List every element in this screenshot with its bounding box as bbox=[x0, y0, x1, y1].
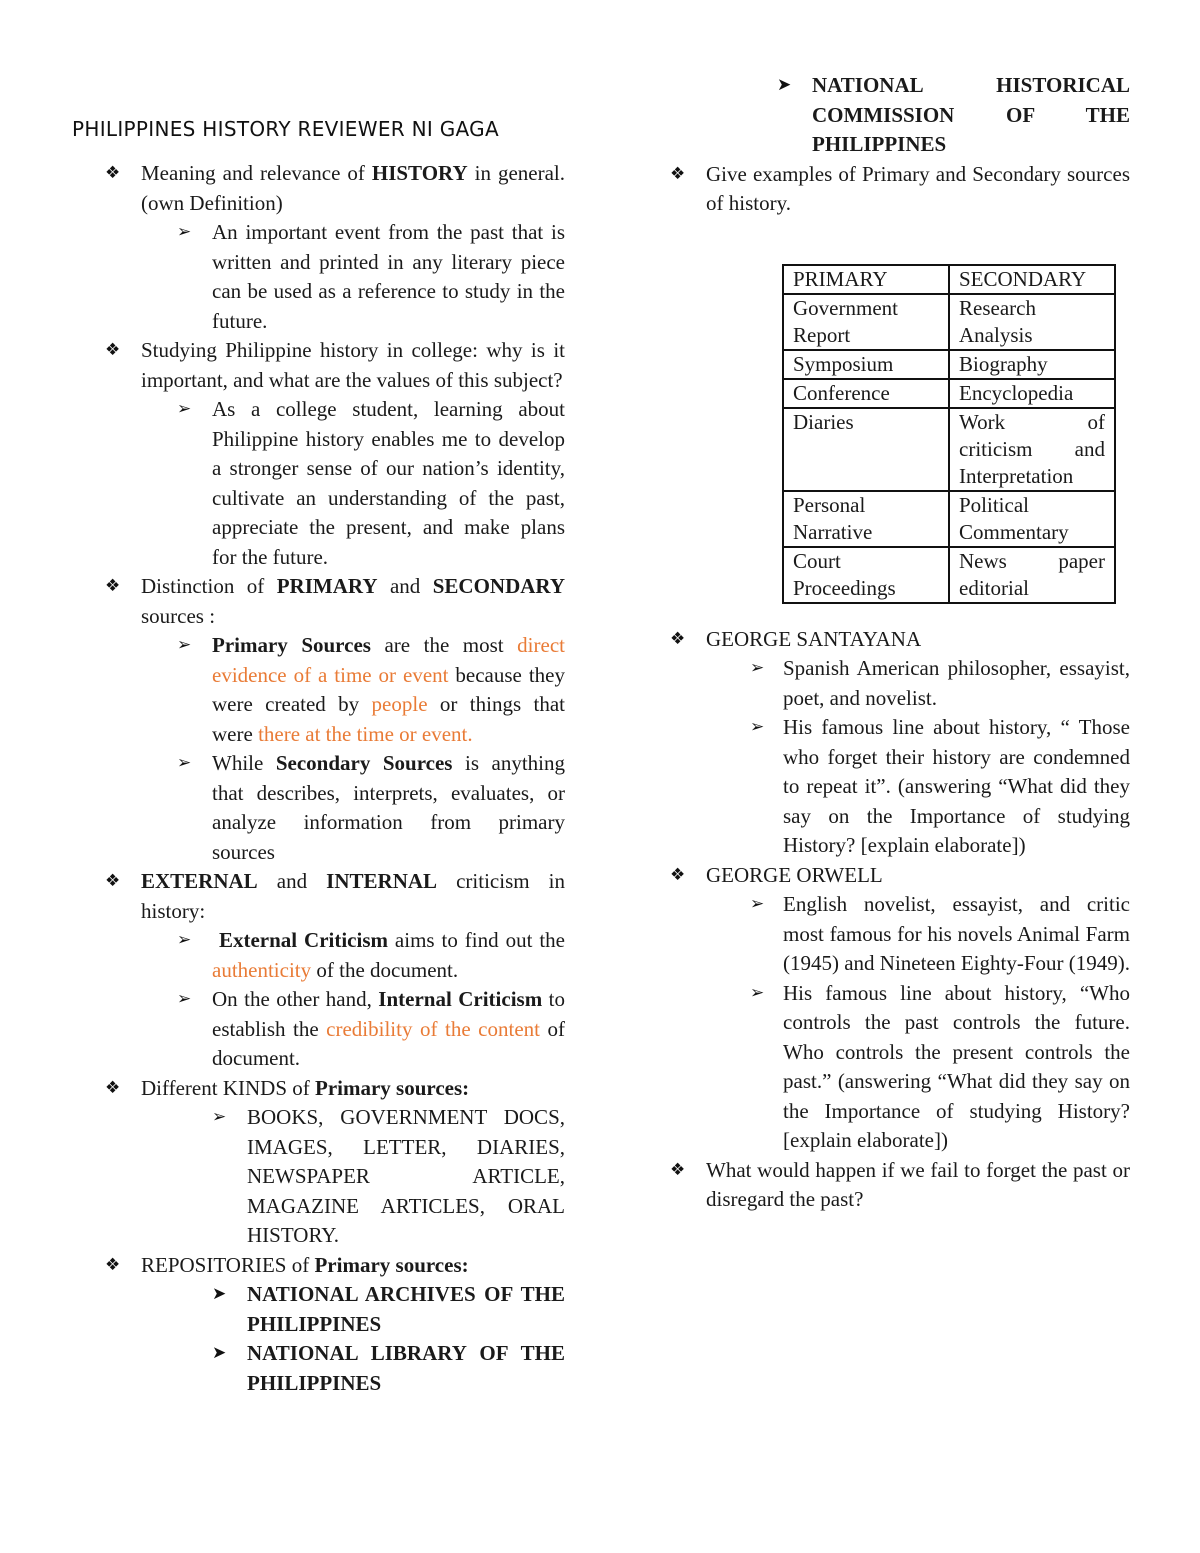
arrowhead-bullet-icon: ➤ bbox=[777, 75, 792, 95]
table-cell: Biography bbox=[949, 350, 1115, 379]
q3p2-a: While bbox=[212, 751, 276, 775]
q9-text: GEORGE ORWELL bbox=[706, 862, 883, 887]
repository-library bbox=[105, 1339, 565, 1398]
right-column bbox=[670, 0, 1130, 1215]
arrowhead-bullet-icon: ➤ bbox=[212, 1343, 227, 1363]
q3p1-g: there at the time or event. bbox=[258, 721, 473, 746]
table-row bbox=[783, 379, 1115, 408]
q1-text-c: in general. (own Definition) bbox=[141, 161, 565, 215]
q8p1-text: Spanish American philosopher, essayist, poet, and novelist. bbox=[783, 656, 1130, 710]
table-row bbox=[783, 408, 1115, 491]
table-cell: Symposium bbox=[783, 350, 949, 379]
diamond-bullet-icon: ❖ bbox=[105, 871, 121, 891]
primary-sources-definition bbox=[105, 631, 565, 749]
q3p1-c: direct evidence of a time or event bbox=[212, 633, 565, 687]
q10-text: What would happen if we fail to forget the past or disregard the past? bbox=[706, 1157, 1130, 1211]
q7-text: Give examples of Primary and Secondary sources of history. bbox=[706, 161, 1130, 215]
repository-nhcp bbox=[670, 71, 1130, 160]
orwell-bio bbox=[670, 890, 1130, 979]
arrowhead-bullet-icon: ➢ bbox=[177, 753, 192, 773]
q4p2-b: Internal Criticism bbox=[378, 987, 543, 1011]
arrowhead-bullet-icon: ➢ bbox=[750, 894, 765, 914]
q4p1-b: aims to find out the bbox=[388, 928, 565, 952]
q3p1-e: people bbox=[371, 692, 428, 716]
question-why-study bbox=[105, 336, 565, 395]
orwell-quote bbox=[670, 979, 1130, 1156]
q3-text-a: Distinction of bbox=[141, 574, 277, 598]
q3-text-b: PRIMARY bbox=[276, 574, 378, 598]
diamond-bullet-icon: ❖ bbox=[105, 340, 121, 360]
table-cell: Personal Narrative bbox=[783, 491, 949, 547]
arrowhead-bullet-icon: ➤ bbox=[212, 1284, 227, 1304]
q1-answer-text: An important event from the past that is written and printed in any literary piece can be used as a reference to study in the future. bbox=[212, 220, 565, 333]
r0-text: NATIONAL HISTORICAL COMMISSION OF THE PHILIPPINES bbox=[812, 73, 1130, 156]
page-title: PHILIPPINES HISTORY REVIEWER NI GAGA bbox=[72, 117, 499, 141]
sources-table bbox=[782, 264, 1116, 604]
arrowhead-bullet-icon: ➢ bbox=[177, 399, 192, 419]
question-repositories bbox=[105, 1251, 565, 1281]
q4p2-a: On the other hand, bbox=[212, 987, 379, 1011]
diamond-bullet-icon: ❖ bbox=[670, 1159, 686, 1180]
q3p2-b: Secondary Sources bbox=[275, 751, 453, 775]
table-cell: Encyclopedia bbox=[949, 379, 1115, 408]
q5-a: Different KINDS of bbox=[141, 1075, 315, 1100]
q6-b: Primary sources: bbox=[314, 1252, 469, 1277]
question-kinds-primary bbox=[105, 1074, 565, 1104]
diamond-bullet-icon: ❖ bbox=[105, 1254, 121, 1275]
q3p1-d: because they were created by bbox=[212, 662, 565, 716]
q3-text-c: and bbox=[377, 574, 433, 598]
q8p2-text: His famous line about history, “ Those who forget their history are condemned to repeat it”. (answering “What did they say on the Importance of studying History? [explain elaborate]) bbox=[783, 715, 1130, 857]
table-cell: Political Commentary bbox=[949, 491, 1115, 547]
arrowhead-bullet-icon: ➢ bbox=[177, 222, 192, 242]
internal-criticism bbox=[105, 985, 565, 1074]
q4p2-e: of document. bbox=[212, 1016, 565, 1070]
repository-archives bbox=[105, 1280, 565, 1339]
arrowhead-bullet-icon: ➢ bbox=[177, 930, 192, 950]
diamond-bullet-icon: ❖ bbox=[670, 163, 686, 184]
kinds-primary-list bbox=[105, 1103, 565, 1251]
question-examples bbox=[670, 160, 1130, 219]
table-header-primary: PRIMARY bbox=[783, 265, 949, 294]
diamond-bullet-icon: ❖ bbox=[670, 628, 686, 649]
arrowhead-bullet-icon: ➢ bbox=[212, 1107, 227, 1127]
q4p1-d: of the document. bbox=[311, 957, 459, 982]
q9p2-text: His famous line about history, “Who controls the past controls the future. Who controls the present controls the past.” (answering “What did they say on the Importance of studying History? [explain elaborate]) bbox=[783, 980, 1130, 1152]
diamond-bullet-icon: ❖ bbox=[105, 163, 121, 183]
question-criticism bbox=[105, 867, 565, 926]
q4-c: INTERNAL bbox=[326, 869, 438, 893]
q1-text-a: Meaning and relevance of bbox=[141, 161, 372, 185]
table-cell: Diaries bbox=[783, 408, 949, 491]
q3-text-e: sources : bbox=[141, 603, 216, 628]
arrowhead-bullet-icon: ➢ bbox=[177, 989, 192, 1009]
q5-b: Primary sources: bbox=[315, 1075, 470, 1100]
arrowhead-bullet-icon: ➢ bbox=[177, 635, 192, 655]
arrowhead-bullet-icon: ➢ bbox=[750, 982, 765, 1003]
santayana-bio bbox=[670, 654, 1130, 713]
q8-text: GEORGE SANTAYANA bbox=[706, 626, 922, 651]
arrowhead-bullet-icon: ➢ bbox=[750, 658, 765, 678]
answer-history-meaning bbox=[105, 218, 565, 336]
santayana-quote bbox=[670, 713, 1130, 861]
table-cell: Research Analysis bbox=[949, 294, 1115, 350]
q4p2-c: to establish the bbox=[212, 987, 565, 1041]
diamond-bullet-icon: ❖ bbox=[105, 576, 121, 596]
answer-why-study bbox=[105, 395, 565, 572]
question-santayana bbox=[670, 625, 1130, 655]
question-forget-past bbox=[670, 1156, 1130, 1215]
table-row bbox=[783, 491, 1115, 547]
q4-d: criticism in history: bbox=[141, 869, 565, 923]
q4-b: and bbox=[257, 869, 327, 893]
q3p1-b: are the most bbox=[370, 633, 518, 657]
table-cell: Conference bbox=[783, 379, 949, 408]
arrowhead-bullet-icon: ➢ bbox=[750, 717, 765, 737]
question-history-meaning bbox=[105, 159, 565, 218]
secondary-sources-definition bbox=[105, 749, 565, 867]
table-cell: News paper editorial bbox=[949, 547, 1115, 603]
q4p2-d: credibility of the content bbox=[326, 1016, 540, 1041]
table-cell: Court Proceedings bbox=[783, 547, 949, 603]
table-header-row bbox=[783, 265, 1115, 294]
q1-text-b: HISTORY bbox=[371, 161, 468, 185]
q3-text-d: SECONDARY bbox=[432, 574, 565, 598]
table-row bbox=[783, 547, 1115, 603]
q3p1-a: Primary Sources bbox=[212, 633, 371, 657]
table-cell: Government Report bbox=[783, 294, 949, 350]
q6-r1: NATIONAL ARCHIVES OF THE PHILIPPINES bbox=[247, 1282, 565, 1336]
table-cell: Work of criticism and Interpretation bbox=[949, 408, 1115, 491]
table-header-secondary: SECONDARY bbox=[949, 265, 1115, 294]
table-row bbox=[783, 294, 1115, 350]
q9p1-text: English novelist, essayist, and critic most famous for his novels Animal Farm (1945) and Nineteen Eighty-Four (1949). bbox=[783, 892, 1131, 975]
q4p1-c: authenticity bbox=[212, 957, 312, 982]
q2-text: Studying Philippine history in college: why is it important, and what are the values of this subject? bbox=[141, 338, 565, 392]
q6-r2: NATIONAL LIBRARY OF THE PHILIPPINES bbox=[247, 1341, 565, 1395]
q4p1-a: External Criticism bbox=[218, 928, 388, 952]
q2-answer-text: As a college student, learning about Philippine history enables me to develop a stronger sense of our nation’s identity, cultivate an understanding of the past, appreciate the present, and make plans for the future. bbox=[212, 397, 565, 569]
left-column bbox=[105, 0, 565, 1398]
diamond-bullet-icon: ❖ bbox=[105, 1077, 121, 1098]
q4-a: EXTERNAL bbox=[141, 869, 258, 893]
question-primary-secondary bbox=[105, 572, 565, 631]
question-orwell bbox=[670, 861, 1130, 891]
q5-answer-text: BOOKS, GOVERNMENT DOCS, IMAGES, LETTER, DIARIES, NEWSPAPER ARTICLE, MAGAZINE ARTICLES, ORAL HISTORY. bbox=[247, 1105, 565, 1247]
external-criticism bbox=[105, 926, 565, 985]
q6-a: REPOSITORIES of bbox=[141, 1252, 315, 1277]
q3p2-c: is anything that describes, interprets, evaluates, or analyze information from primary sources bbox=[212, 751, 565, 864]
table-row bbox=[783, 350, 1115, 379]
diamond-bullet-icon: ❖ bbox=[670, 864, 686, 885]
q3p1-f: or things that were bbox=[212, 692, 565, 746]
